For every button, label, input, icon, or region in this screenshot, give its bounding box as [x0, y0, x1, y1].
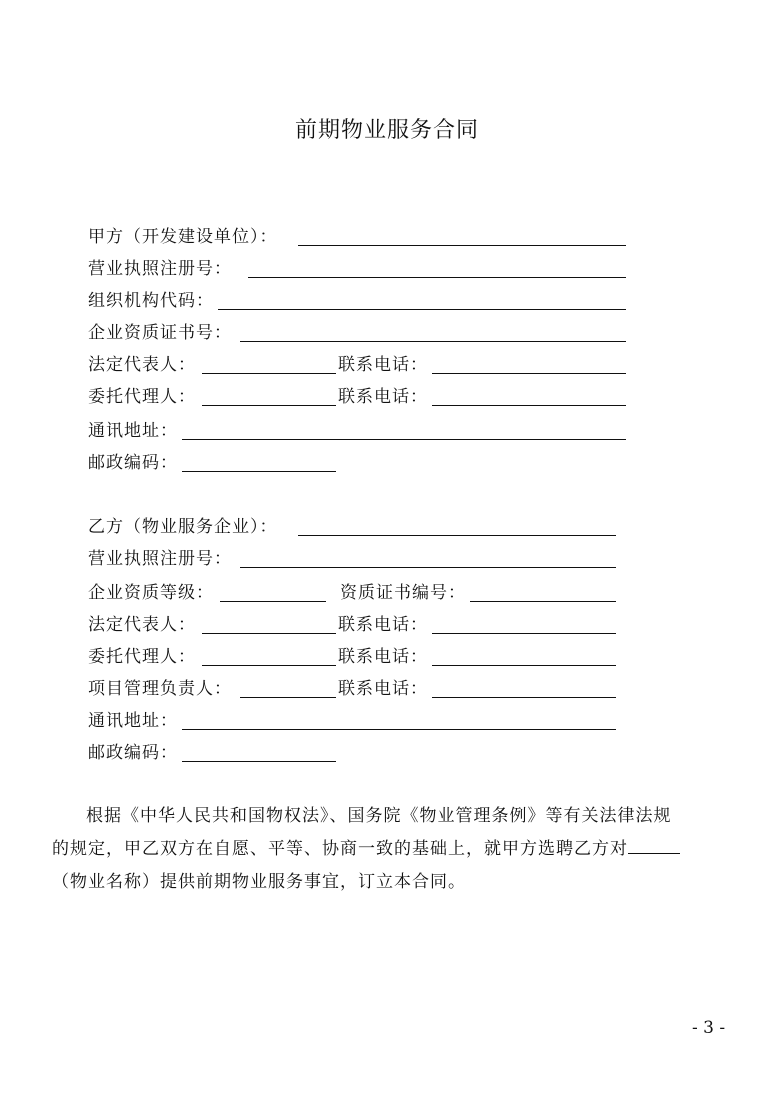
party-a-license-row	[88, 256, 628, 282]
party-b-qualification-level-field[interactable]	[220, 601, 326, 602]
party-b-license-label: 营业执照注册号：	[88, 549, 232, 569]
page-number: - 3 -	[692, 1018, 726, 1038]
preamble-line-2-text: 的规定，甲乙双方在自愿、平等、协商一致的基础上，就甲方选聘乙方对	[52, 839, 628, 859]
party-b-qualification-row	[88, 580, 618, 606]
party-a-qualification-row	[88, 320, 628, 346]
party-a-name-field[interactable]	[298, 245, 626, 246]
party-a-phone-label-1: 联系电话：	[338, 355, 428, 375]
party-b-legal-rep-row	[88, 612, 618, 638]
party-b-postcode-label: 邮政编码：	[88, 743, 178, 763]
party-b-license-row	[88, 546, 618, 572]
party-a-legal-rep-row	[88, 352, 628, 378]
party-b-phone-label-1: 联系电话：	[338, 615, 428, 635]
party-a-agent-field[interactable]	[202, 405, 336, 406]
party-a-postcode-row	[88, 450, 628, 476]
party-b-legal-rep-label: 法定代表人：	[88, 615, 196, 635]
party-a-org-code-label: 组织机构代码：	[88, 291, 214, 311]
party-a-address-field[interactable]	[182, 439, 626, 440]
party-b-cert-number-field[interactable]	[470, 601, 616, 602]
party-b-phone-label-2: 联系电话：	[338, 647, 428, 667]
party-a-license-label: 营业执照注册号：	[88, 259, 232, 279]
party-b-qualification-level-label: 企业资质等级：	[88, 583, 214, 603]
party-b-name-label: 乙方（物业服务企业）：	[88, 517, 278, 537]
party-a-legal-rep-field[interactable]	[202, 373, 336, 374]
property-name-field[interactable]	[628, 835, 680, 854]
preamble-paragraph	[52, 800, 720, 899]
party-a-name-row	[88, 224, 628, 250]
party-b-name-field[interactable]	[298, 535, 616, 536]
party-b-address-label: 通讯地址：	[88, 711, 178, 731]
document-title: 前期物业服务合同	[294, 118, 479, 143]
party-b-address-row	[88, 708, 618, 734]
party-b-manager-field[interactable]	[240, 697, 336, 698]
party-a-address-row	[88, 418, 628, 444]
party-a-phone-field-1[interactable]	[432, 373, 626, 374]
party-a-qualification-label: 企业资质证书号：	[88, 323, 232, 343]
party-b-phone-field-1[interactable]	[432, 633, 616, 634]
party-a-name-label: 甲方（开发建设单位）：	[88, 227, 278, 247]
party-a-postcode-label: 邮政编码：	[88, 453, 178, 473]
party-b-manager-row	[88, 676, 618, 702]
preamble-line-2	[52, 833, 720, 866]
party-b-manager-label: 项目管理负责人：	[88, 679, 232, 699]
party-b-agent-row	[88, 644, 618, 670]
party-a-org-code-field[interactable]	[218, 309, 626, 310]
preamble-line-1: 根据《中华人民共和国物权法》、国务院《物业管理条例》等有关法律法规	[86, 806, 672, 826]
party-b-phone-field-2[interactable]	[432, 665, 616, 666]
party-a-address-label: 通讯地址：	[88, 421, 178, 441]
party-b-phone-label-3: 联系电话：	[338, 679, 428, 699]
party-a-agent-row	[88, 384, 628, 410]
party-b-agent-field[interactable]	[202, 665, 336, 666]
party-a-agent-label: 委托代理人：	[88, 387, 196, 407]
party-a-postcode-field[interactable]	[182, 471, 336, 472]
party-b-legal-rep-field[interactable]	[202, 633, 336, 634]
party-a-license-field[interactable]	[248, 277, 626, 278]
party-b-postcode-field[interactable]	[182, 761, 336, 762]
party-a-legal-rep-label: 法定代表人：	[88, 355, 196, 375]
party-b-address-field[interactable]	[182, 729, 616, 730]
party-b-phone-field-3[interactable]	[432, 697, 616, 698]
party-b-license-field[interactable]	[240, 567, 616, 568]
party-a-qualification-field[interactable]	[240, 341, 626, 342]
party-a-phone-field-2[interactable]	[432, 405, 626, 406]
party-b-cert-number-label: 资质证书编号：	[340, 583, 466, 603]
preamble-line-3: （物业名称）提供前期物业服务事宜，订立本合同。	[52, 872, 466, 892]
party-b-name-row	[88, 514, 618, 540]
party-a-org-code-row	[88, 288, 628, 314]
party-b-postcode-row	[88, 740, 618, 766]
party-a-phone-label-2: 联系电话：	[338, 387, 428, 407]
party-b-agent-label: 委托代理人：	[88, 647, 196, 667]
